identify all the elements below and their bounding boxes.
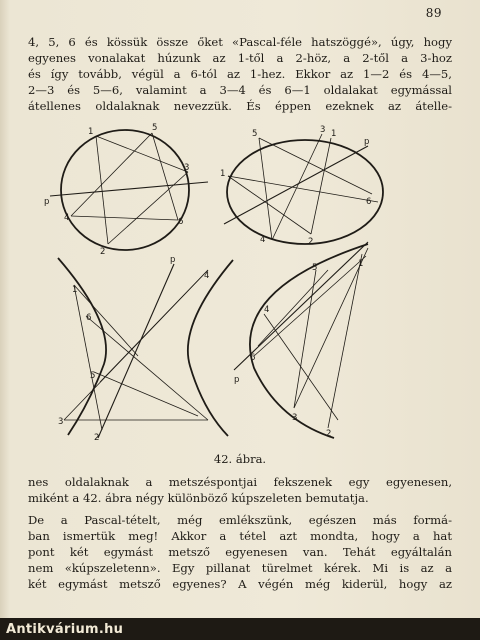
- watermark-logo[interactable]: Antikvárium.hu: [6, 622, 124, 637]
- point-label: 1: [331, 129, 337, 139]
- hexagon-side: [96, 136, 108, 244]
- line-label: p: [364, 137, 370, 147]
- text-line: pont két egymást metsző egyenesen van. Tehát egyáltalán: [28, 545, 452, 559]
- hyperbola-conic-diagram: [58, 258, 233, 438]
- point-label: 4: [204, 271, 210, 281]
- hyperbola-branch-left: [58, 258, 106, 435]
- point-label: 3: [184, 163, 190, 173]
- point-label: 1: [88, 127, 94, 137]
- pascal-line: [50, 182, 208, 196]
- watermark-bar: [0, 618, 480, 640]
- hexagon-side: [294, 248, 368, 408]
- text-line: átellenes oldalaknak nevezzük. És éppen ezeknek az átelle-: [28, 99, 452, 113]
- point-label: 2: [100, 247, 106, 257]
- point-label: 3: [320, 125, 326, 135]
- text-line: nem «kúpszeletenn». Egy pillanat türelmet kérek. Mi is az a: [28, 561, 452, 575]
- text-line: két egymást metsző egyenes? A végén még kiderül, hogy az: [28, 577, 452, 591]
- point-label: 1: [72, 285, 78, 295]
- ellipse-conic-diagram: [224, 134, 383, 244]
- point-label: 4: [64, 213, 70, 223]
- pascal-line: [234, 242, 368, 370]
- point-label: 3: [58, 417, 64, 427]
- point-label: 6: [86, 313, 92, 323]
- point-label: 1: [220, 169, 226, 179]
- point-label: 6: [178, 217, 184, 227]
- parabola-curve: [250, 244, 368, 438]
- hexagon-side: [259, 138, 372, 194]
- point-label: 6: [366, 197, 372, 207]
- hexagon-side: [254, 256, 366, 356]
- point-label: 5: [312, 263, 318, 273]
- text-line: és így tovább, végül a 6-tól az 1-hez. Ekkor az 1—2 és 4—5,: [28, 67, 452, 81]
- text-line: 4, 5, 6 és kössük össze őket «Pascal-féle hatszöggé», úgy, hogy: [28, 35, 452, 49]
- figure-42: [28, 120, 452, 450]
- text-line: nes oldalaknak a metszéspontjai fekszenek egy egyenesen,: [28, 475, 452, 489]
- hexagon-side: [74, 285, 102, 430]
- hexagon-side: [294, 270, 316, 408]
- point-label: 2: [94, 433, 100, 443]
- hexagon-side: [228, 176, 311, 234]
- point-label: 2: [326, 429, 332, 439]
- conic-diagrams: [28, 120, 452, 450]
- hexagon-side: [328, 254, 362, 428]
- point-label: 5: [90, 371, 96, 381]
- text-line: miként a 42. ábra négy különböző kúpszeleten bemutatja.: [28, 491, 369, 505]
- text-line: egyenes vonalakat húzunk az 1-től a 2-höz, a 2-től a 3-hoz: [28, 51, 452, 65]
- pascal-line: [98, 264, 174, 438]
- point-label: 1: [358, 259, 364, 269]
- line-label: p: [170, 255, 176, 265]
- hexagon-side: [71, 216, 178, 220]
- line-label: p: [234, 375, 240, 385]
- point-label: 3: [292, 413, 298, 423]
- page-number: 89: [425, 6, 442, 20]
- hexagon-side: [152, 133, 178, 220]
- hexagon-side: [311, 138, 331, 234]
- hexagon-side: [228, 176, 378, 202]
- point-label: 2: [308, 237, 314, 247]
- point-label: 5: [252, 129, 258, 139]
- hexagon-side: [259, 138, 272, 240]
- hexagon-side: [108, 172, 188, 244]
- text-line: 2—3 és 5—6, valamint a 3—4 és 6—1 oldalakat egymással: [28, 83, 452, 97]
- bottom-paragraph-2: [28, 512, 452, 592]
- hexagon-side: [96, 136, 188, 172]
- parabola-conic-diagram: [234, 242, 368, 438]
- circle-curve: [61, 130, 189, 250]
- figure-caption: 42. ábra.: [213, 452, 267, 466]
- top-paragraph: [28, 34, 452, 114]
- line-label: p: [44, 197, 50, 207]
- point-label: 6: [250, 353, 256, 363]
- circle-conic-diagram: [50, 130, 208, 250]
- text-line: De a Pascal-tételt, még emlékszünk, egészen más formá-: [28, 513, 452, 527]
- point-label: 5: [152, 123, 158, 133]
- hyperbola-branch-right: [188, 260, 233, 436]
- hexagon-side: [264, 314, 338, 420]
- bottom-paragraph-1: [28, 474, 452, 506]
- point-label: 4: [260, 235, 266, 245]
- point-label: 4: [264, 305, 270, 315]
- hexagon-side: [94, 372, 198, 416]
- text-line: ban ismertük meg! Akkor a tétel azt mondta, hogy a hat: [28, 529, 452, 543]
